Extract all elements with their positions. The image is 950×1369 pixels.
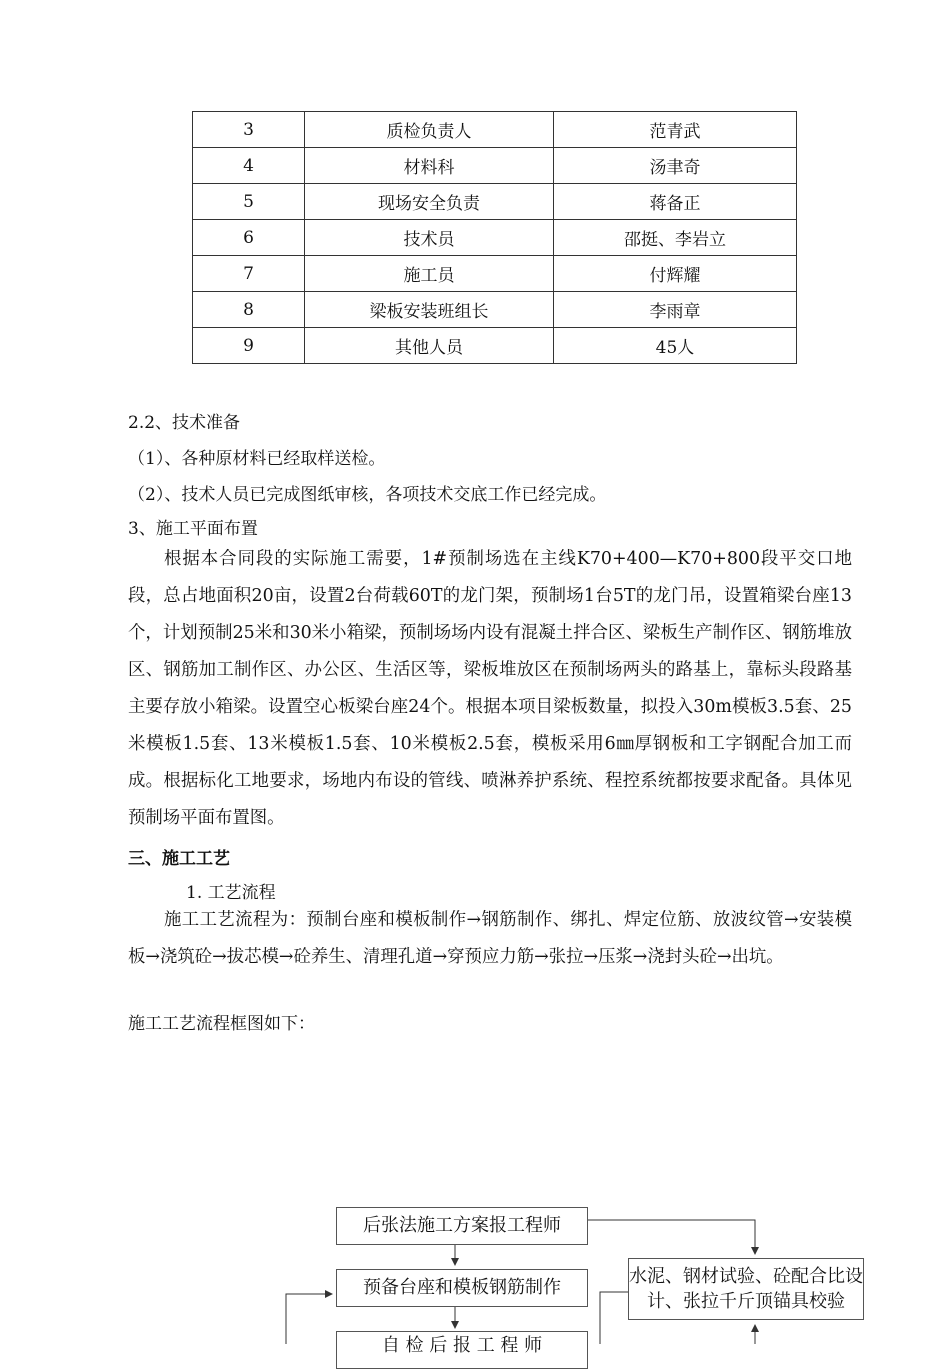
layout-heading: 3、施工平面布置 — [128, 519, 258, 539]
tech-prep-item-2: （2）、技术人员已完成图纸审核，各项技术交底工作已经完成。 — [128, 485, 607, 505]
row-role: 施工员 — [305, 256, 554, 292]
row-role: 质检负责人 — [305, 112, 554, 148]
arrow-feedback-to-box2 — [286, 1294, 332, 1344]
row-role: 材料科 — [305, 148, 554, 184]
row-name: 邵挺、李岩立 — [554, 220, 797, 256]
row-role: 技术员 — [305, 220, 554, 256]
row-name: 付辉耀 — [554, 256, 797, 292]
row-number: 9 — [193, 328, 305, 364]
row-role: 现场安全负责 — [305, 184, 554, 220]
row-name: 范青武 — [554, 112, 797, 148]
flowchart-intro: 施工工艺流程框图如下： — [128, 1014, 315, 1034]
line-box3-down — [600, 1292, 628, 1344]
row-number: 5 — [193, 184, 305, 220]
row-name: 蒋备正 — [554, 184, 797, 220]
row-name: 李雨章 — [554, 292, 797, 328]
process-paragraph: 施工工艺流程为：预制台座和模板制作→钢筋制作、绑扎、焊定位筋、放波纹管→安装模板→浇筑砼→拔芯模→砼养生、清理孔道→穿预应力筋→张拉→压浆→浇封头砼→出坑。 — [128, 910, 852, 967]
process-subheading: 1. 工艺流程 — [186, 883, 276, 903]
flow-box-prepare: 预备台座和模板钢筋制作 — [336, 1269, 588, 1307]
process-heading: 三、施工工艺 — [128, 849, 230, 869]
arrow-box1-to-box3 — [588, 1220, 755, 1254]
row-name: 45人 — [554, 328, 797, 364]
row-role: 梁板安装班组长 — [305, 292, 554, 328]
row-number: 4 — [193, 148, 305, 184]
row-name: 汤聿奇 — [554, 148, 797, 184]
row-number: 3 — [193, 112, 305, 148]
flow-box-selfcheck: 自 检 后 报 工 程 师 — [336, 1331, 588, 1369]
layout-paragraph: 根据本合同段的实际施工需要，1#预制场选在主线K70+400—K70+800段平交口地段，总占地面积20亩，设置2台荷载60T的龙门架，预制场1台5T的龙门吊，设置箱梁台座13个，计划预制25米和30米小箱梁，预制场场内设有混凝土拌合区、梁板生产制作区、钢筋堆放区、钢筋加工制作区、办公区、生活区等，梁板堆放区在预制场两头的路基上，靠标头段路基主要存放小箱梁。设置空心板梁台座24个。根据本项目梁板数量，拟投入30m模板3.5套、25米模板1.5套、13米模板1.5套、10米模板2.5套，模板采用6㎜厚钢板和工字钢配合加工而成。根据标化工地要求，场地内布设的管线、喷淋养护系统、程控系统都按要求配备。具体见预制场平面布置图。 — [128, 549, 852, 828]
row-number: 7 — [193, 256, 305, 292]
row-number: 6 — [193, 220, 305, 256]
tech-prep-item-1: （1）、各种原材料已经取样送检。 — [128, 449, 386, 469]
flow-box-scheme: 后张法施工方案报工程师 — [336, 1207, 588, 1245]
row-role: 其他人员 — [305, 328, 554, 364]
flow-box-tests: 水泥、钢材试验、砼配合比设计、张拉千斤顶锚具校验 — [628, 1258, 864, 1320]
row-number: 8 — [193, 292, 305, 328]
tech-prep-heading: 2.2、技术准备 — [128, 413, 241, 433]
